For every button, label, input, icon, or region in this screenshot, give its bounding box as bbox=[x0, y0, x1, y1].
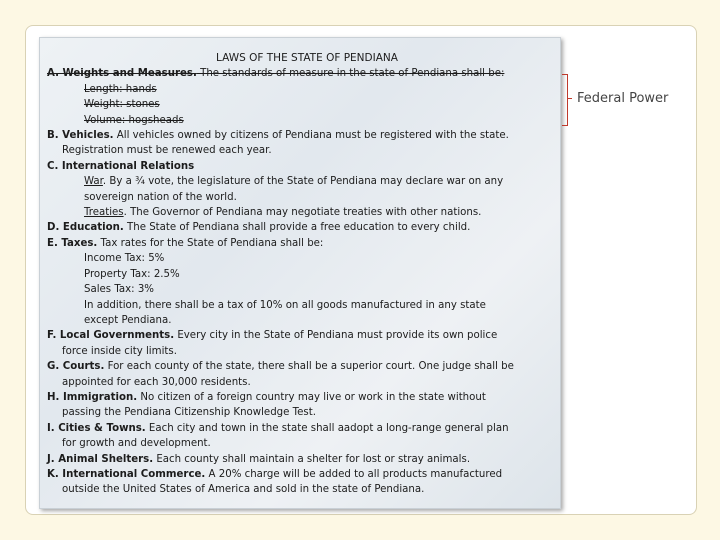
section-e-item: Property Tax: 2.5% bbox=[84, 268, 180, 280]
section-c-treaties: Treaties. The Governor of Pendiana may negotiate treaties with other nations. bbox=[84, 207, 482, 219]
section-e-extra-cont: except Pendiana. bbox=[84, 314, 172, 326]
section-e-extra: In addition, there shall be a tax of 10% on all goods manufactured in any state bbox=[84, 299, 486, 311]
section-g-cont: appointed for each 30,000 residents. bbox=[62, 376, 251, 388]
laws-document bbox=[47, 51, 547, 498]
section-c-war: War. By a ¾ vote, the legislature of the State of Pendiana may declare war on any bbox=[84, 176, 504, 188]
annotation-tick bbox=[567, 98, 572, 99]
section-b: B. Vehicles. All vehicles owned by citizens of Pendiana must be registered with the state. bbox=[47, 130, 509, 142]
section-a-item: Volume: hogsheads bbox=[84, 114, 184, 126]
section-e-item: Sales Tax: 3% bbox=[84, 284, 154, 296]
section-c-war-cont: sovereign nation of the world. bbox=[84, 191, 237, 203]
section-h: H. Immigration. No citizen of a foreign country may live or work in the state without bbox=[47, 391, 486, 403]
section-i: I. Cities & Towns. Each city and town in the state shall aadopt a long-range general plan bbox=[47, 422, 509, 434]
section-i-cont: for growth and development. bbox=[62, 438, 211, 450]
annotation-bracket bbox=[562, 74, 568, 126]
document-title: LAWS OF THE STATE OF PENDIANA bbox=[216, 52, 398, 64]
section-d: D. Education. The State of Pendiana shall provide a free education to every child. bbox=[47, 222, 471, 234]
section-e-item: Income Tax: 5% bbox=[84, 253, 165, 265]
section-e: E. Taxes. Tax rates for the State of Pendiana shall be: bbox=[47, 237, 324, 249]
section-j: J. Animal Shelters. Each county shall maintain a shelter for lost or stray animals. bbox=[47, 453, 471, 465]
section-f-cont: force inside city limits. bbox=[62, 345, 177, 357]
section-h-cont: passing the Pendiana Citizenship Knowledge Test. bbox=[62, 407, 316, 419]
section-k: K. International Commerce. A 20% charge will be added to all products manufactured bbox=[47, 468, 503, 480]
section-a: A. Weights and Measures. The standards of measure in the state of Pendiana shall be: bbox=[47, 68, 505, 80]
section-b-cont: Registration must be renewed each year. bbox=[62, 145, 272, 157]
annotation-label: Federal Power bbox=[577, 91, 669, 106]
section-a-item: Weight: stones bbox=[84, 99, 160, 111]
section-f: F. Local Governments. Every city in the State of Pendiana must provide its own police bbox=[47, 330, 498, 342]
section-g: G. Courts. For each county of the state, there shall be a superior court. One judge shall be bbox=[47, 361, 514, 373]
section-c: C. International Relations bbox=[47, 160, 195, 172]
section-k-cont: outside the United States of America and sold in the state of Pendiana. bbox=[62, 484, 425, 496]
section-a-item: Length: hands bbox=[84, 83, 157, 95]
